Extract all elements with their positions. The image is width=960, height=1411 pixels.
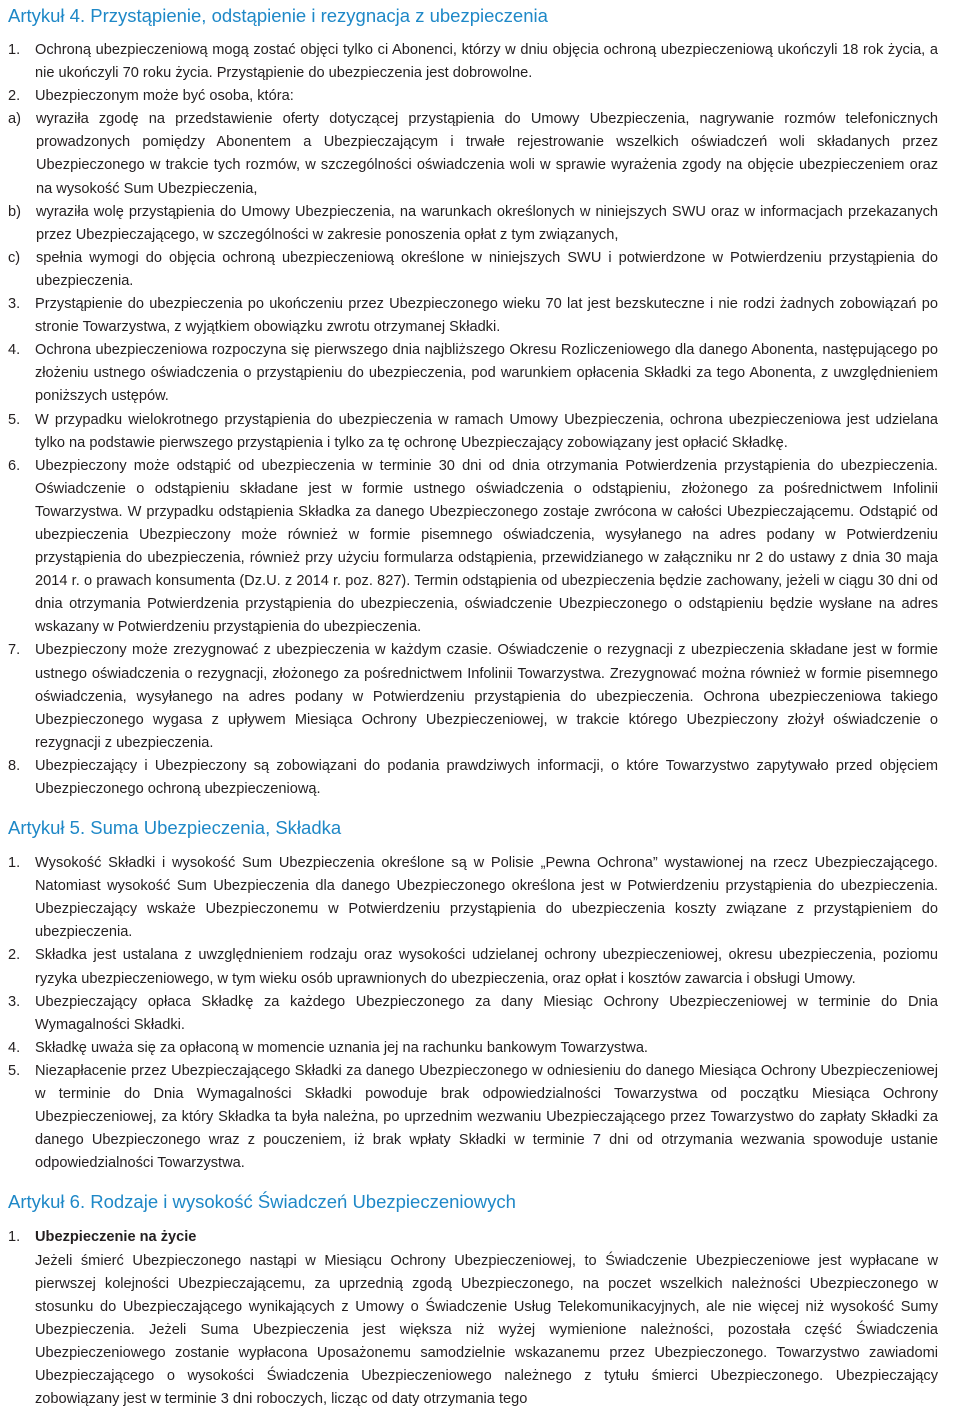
article-4-paragraph-2 [8, 85, 938, 108]
article-4 [8, 3, 938, 801]
article-4-paragraph-1 [8, 39, 938, 85]
article-5-paragraph-5 [8, 1060, 938, 1175]
paragraph-number: 3. [8, 296, 21, 313]
article-5-paragraph-1 [8, 852, 938, 944]
article-6-heading: Artykuł 6. Rodzaje i wysokość Świadczeń Ubezpieczeniowych [8, 1191, 516, 1213]
paragraph-text: Ubezpieczony może zrezygnować z ubezpieczenia w każdym czasie. Oświadczenie o rezygnacji z ubezpieczenia składane jest w formie ustnego oświadczenia o rezygnacji, złożonego za pośrednictwem Infolinii Towarzystwa. Zrezygnować można również w formie pisemnego oświadczenia, wysyłanego na adres podany w Potwierdzeniu przystąpienia do ubezpieczenia. Ochrona ubezpieczeniowa takiego Ubezpieczonego wygasa z upływem Miesiąca Ochrony Ubezpieczeniowej, w trakcie którego Ubezpieczony złożył oświadczenie o rezygnacji z ubezpieczenia. [35, 642, 938, 751]
article-6-paragraph-1 [8, 1226, 938, 1411]
paragraph-number: 6. [8, 457, 21, 474]
article-5-paragraph-4 [8, 1037, 938, 1060]
article-4-paragraph-3 [8, 293, 938, 339]
article-4-paragraph-8 [8, 755, 938, 801]
paragraph-number: 1. [8, 1229, 21, 1246]
paragraph-subheading: Ubezpieczenie na życie [35, 1229, 197, 1246]
paragraph-number: 5. [8, 411, 21, 428]
article-5 [8, 815, 938, 1175]
paragraph-number: 4. [8, 342, 21, 359]
item-text: wyraziła zgodę na przedstawienie oferty dotyczącej przystąpienia do Umowy Ubezpieczenia, nagrywanie rozmów telefonicznych prowadzonych pomiędzy Abonentem a Ubezpieczającym i trwałe rejestrowanie wszelkich oświadczeń woli składanych przez Ubezpieczonego w trakcie tych rozmów, w szczególności oświadczenia woli w sprawie wyrażenia zgody na objęcie ubezpieczeniem oraz na wysokość Sum Ubezpieczenia, [36, 111, 938, 197]
article-4-paragraph-2-item-b [8, 201, 938, 247]
paragraph-text: Jeżeli śmierć Ubezpieczonego nastąpi w Miesiącu Ochrony Ubezpieczeniowej, to Świadczenie Ubezpieczeniowe jest wypłacane w pierwszej kolejności Ubezpieczającemu, za uprzednią zgodą Ubezpieczonego, na poczet wszelkich należności Ubezpieczonego w stosunku do Ubezpieczającego wynikających z Umowy o Świadczenie Usług Telekomunikacyjnych, ale nie więcej niż wysokość Sumy Ubezpieczenia. Jeżeli Suma Ubezpieczenia jest większa niż wyżej wymienione należności, pozostała część Świadczenia Ubezpieczeniowego zostanie wypłacona Uposażonemu samodzielnie wskazanemu przez Ubezpieczonego. Towarzystwo zawiadomi Ubezpieczającego o wysokości Świadczenia Ubezpieczeniowego należnego z tytułu śmierci Ubezpieczonego. Ubezpieczający zobowiązany jest w terminie 3 dni roboczych, licząc od daty otrzymania tego [35, 1252, 938, 1408]
article-4-paragraph-7 [8, 639, 938, 754]
paragraph-text: Ubezpieczony może odstąpić od ubezpieczenia w terminie 30 dni od dnia otrzymania Potwierdzenia przystąpienia do ubezpieczenia. Oświadczenie o odstąpieniu składane jest w formie ustnego oświadczenia o odstąpieniu, złożonego za pośrednictwem Infolinii Towarzystwa. W przypadku odstąpienia Składka za danego Ubezpieczonego zostaje zwrócona w całości Ubezpieczającemu. Odstąpić od ubezpieczenia Ubezpieczony może również w formie pisemnego oświadczenia, wysyłanego na adres podany w Potwierdzeniu przystąpienia do ubezpieczenia, również przy użyciu formularza odstąpienia, przewidzianego w załączniku nr 2 do ustawy z dnia 30 maja 2014 r. o prawach konsumenta (Dz.U. z 2014 r. poz. 827). Termin odstąpienia od ubezpieczenia będzie zachowany, jeżeli w ciągu 30 dni od dnia otrzymania Potwierdzenia przystąpienia do ubezpieczenia, oświadczenie Ubezpieczonego o odstąpieniu będzie wysłane na adres wskazany w Potwierdzeniu przystąpienia do ubezpieczenia. [35, 457, 938, 636]
article-6 [8, 1189, 938, 1411]
item-text: spełnia wymogi do objęcia ochroną ubezpieczeniową określone w niniejszych SWU i potwierdzone w Potwierdzeniu przystąpienia do ubezpieczenia. [36, 249, 938, 289]
item-letter: c) [8, 249, 21, 266]
item-letter: b) [8, 203, 21, 220]
paragraph-text: Składka jest ustalana z uwzględnieniem rodzaju oraz wysokości udzielanej ochrony ubezpieczeniowej, okresu ubezpieczenia, poziomu ryzyka ubezpieczeniowego, w tym wieku osób uprawnionych do ubezpieczenia, oraz opłat i kosztów zawarcia i obsługi Umowy. [35, 947, 938, 987]
article-5-heading: Artykuł 5. Suma Ubezpieczenia, Składka [8, 817, 342, 839]
paragraph-text: Ochrona ubezpieczeniowa rozpoczyna się pierwszego dnia najbliższego Okresu Rozliczeniowego dla danego Abonenta, następującego po złożeniu ustnego oświadczenia o przystąpieniu do ubezpieczenia, pod warunkiem opłacenia Składki za tego Abonenta, z uwzględnieniem poniższych ustępów. [35, 342, 938, 405]
article-4-paragraph-5 [8, 409, 938, 455]
article-4-heading: Artykuł 4. Przystąpienie, odstąpienie i rezygnacja z ubezpieczenia [8, 5, 548, 26]
paragraph-number: 1. [8, 855, 21, 872]
article-4-paragraph-2-item-c [8, 247, 938, 293]
paragraph-number: 1. [8, 42, 21, 58]
article-5-paragraph-2 [8, 944, 938, 990]
paragraph-text: Ochroną ubezpieczeniową mogą zostać objęci tylko ci Abonenci, którzy w dniu objęcia ochroną ubezpieczeniową ukończyli 18 rok życia, a nie ukończyli 70 roku życia. Przystąpienie do ubezpieczenia jest dobrowolne. [35, 42, 938, 82]
paragraph-text: Ubezpieczający opłaca Składkę za każdego Ubezpieczonego za dany Miesiąc Ochrony Ubezpieczeniowej w terminie do Dnia Wymagalności Składki. [35, 993, 938, 1033]
paragraph-text: Wysokość Składki i wysokość Sum Ubezpieczenia określone są w Polisie „Pewna Ochrona” wystawionej na rzecz Ubezpieczającego. Natomiast wysokość Sum Ubezpieczenia dla danego Ubezpieczonego określona jest w Potwierdzeniu przystąpienia do ubezpieczenia. Ubezpieczający wskaże Ubezpieczonemu w Potwierdzeniu przystąpienia do ubezpieczenia koszty związane z przystąpieniem do ubezpieczenia. [35, 855, 938, 941]
article-4-paragraph-6 [8, 455, 938, 640]
article-4-paragraph-2-item-a [8, 108, 938, 200]
article-4-paragraph-4 [8, 339, 938, 408]
paragraph-text: Przystąpienie do ubezpieczenia po ukończeniu przez Ubezpieczonego wieku 70 lat jest bezskuteczne i nie rodzi żadnych zobowiązań po stronie Towarzystwa, z wyjątkiem obowiązku zwrotu otrzymanej Składki. [35, 296, 938, 336]
paragraph-number: 7. [8, 642, 21, 659]
paragraph-number: 2. [8, 947, 21, 964]
paragraph-number: 2. [8, 88, 21, 105]
paragraph-text: Ubezpieczający i Ubezpieczony są zobowiązani do podania prawdziwych informacji, o które Towarzystwo zapytywało przed objęciem Ubezpieczonego ochroną ubezpieczeniową. [35, 757, 938, 797]
paragraph-number: 4. [8, 1039, 21, 1056]
paragraph-text: Ubezpieczonym może być osoba, która: [35, 88, 294, 105]
paragraph-text: W przypadku wielokrotnego przystąpienia do ubezpieczenia w ramach Umowy Ubezpieczenia, ochrona ubezpieczeniowa jest udzielana tylko na podstawie pierwszego przystąpienia i tylko za tę ochronę Ubezpieczający zobowiązany jest opłacić Składkę. [35, 411, 938, 451]
item-letter: a) [8, 111, 21, 128]
paragraph-text: Niezapłacenie przez Ubezpieczającego Składki za danego Ubezpieczonego w odniesieniu do danego Miesiąca Ochrony Ubezpieczeniowej w terminie do Dnia Wymagalności Składki powoduje brak odpowiedzialności Towarzystwa od początku Miesiąca Ochrony Ubezpieczeniowej, za który Składka ta była należna, po uprzednim wezwaniu Ubezpieczającego przez Towarzystwo do zapłaty Składki za danego Ubezpieczonego wraz z pouczeniem, iż brak wpłaty Składki w terminie 7 dni od otrzymania wezwania spowoduje ustanie odpowiedzialności Towarzystwa. [35, 1062, 938, 1172]
paragraph-number: 5. [8, 1062, 21, 1079]
paragraph-number: 3. [8, 993, 21, 1010]
paragraph-text: Składkę uważa się za opłaconą w momencie uznania jej na rachunku bankowym Towarzystwa. [35, 1039, 648, 1056]
paragraph-number: 8. [8, 757, 21, 774]
article-5-paragraph-3 [8, 991, 938, 1037]
item-text: wyraziła wolę przystąpienia do Umowy Ubezpieczenia, na warunkach określonych w niniejszych SWU oraz w informacjach przekazanych przez Ubezpieczającego, w szczególności w zakresie ponoszenia opłat z tym związanych, [36, 203, 938, 243]
